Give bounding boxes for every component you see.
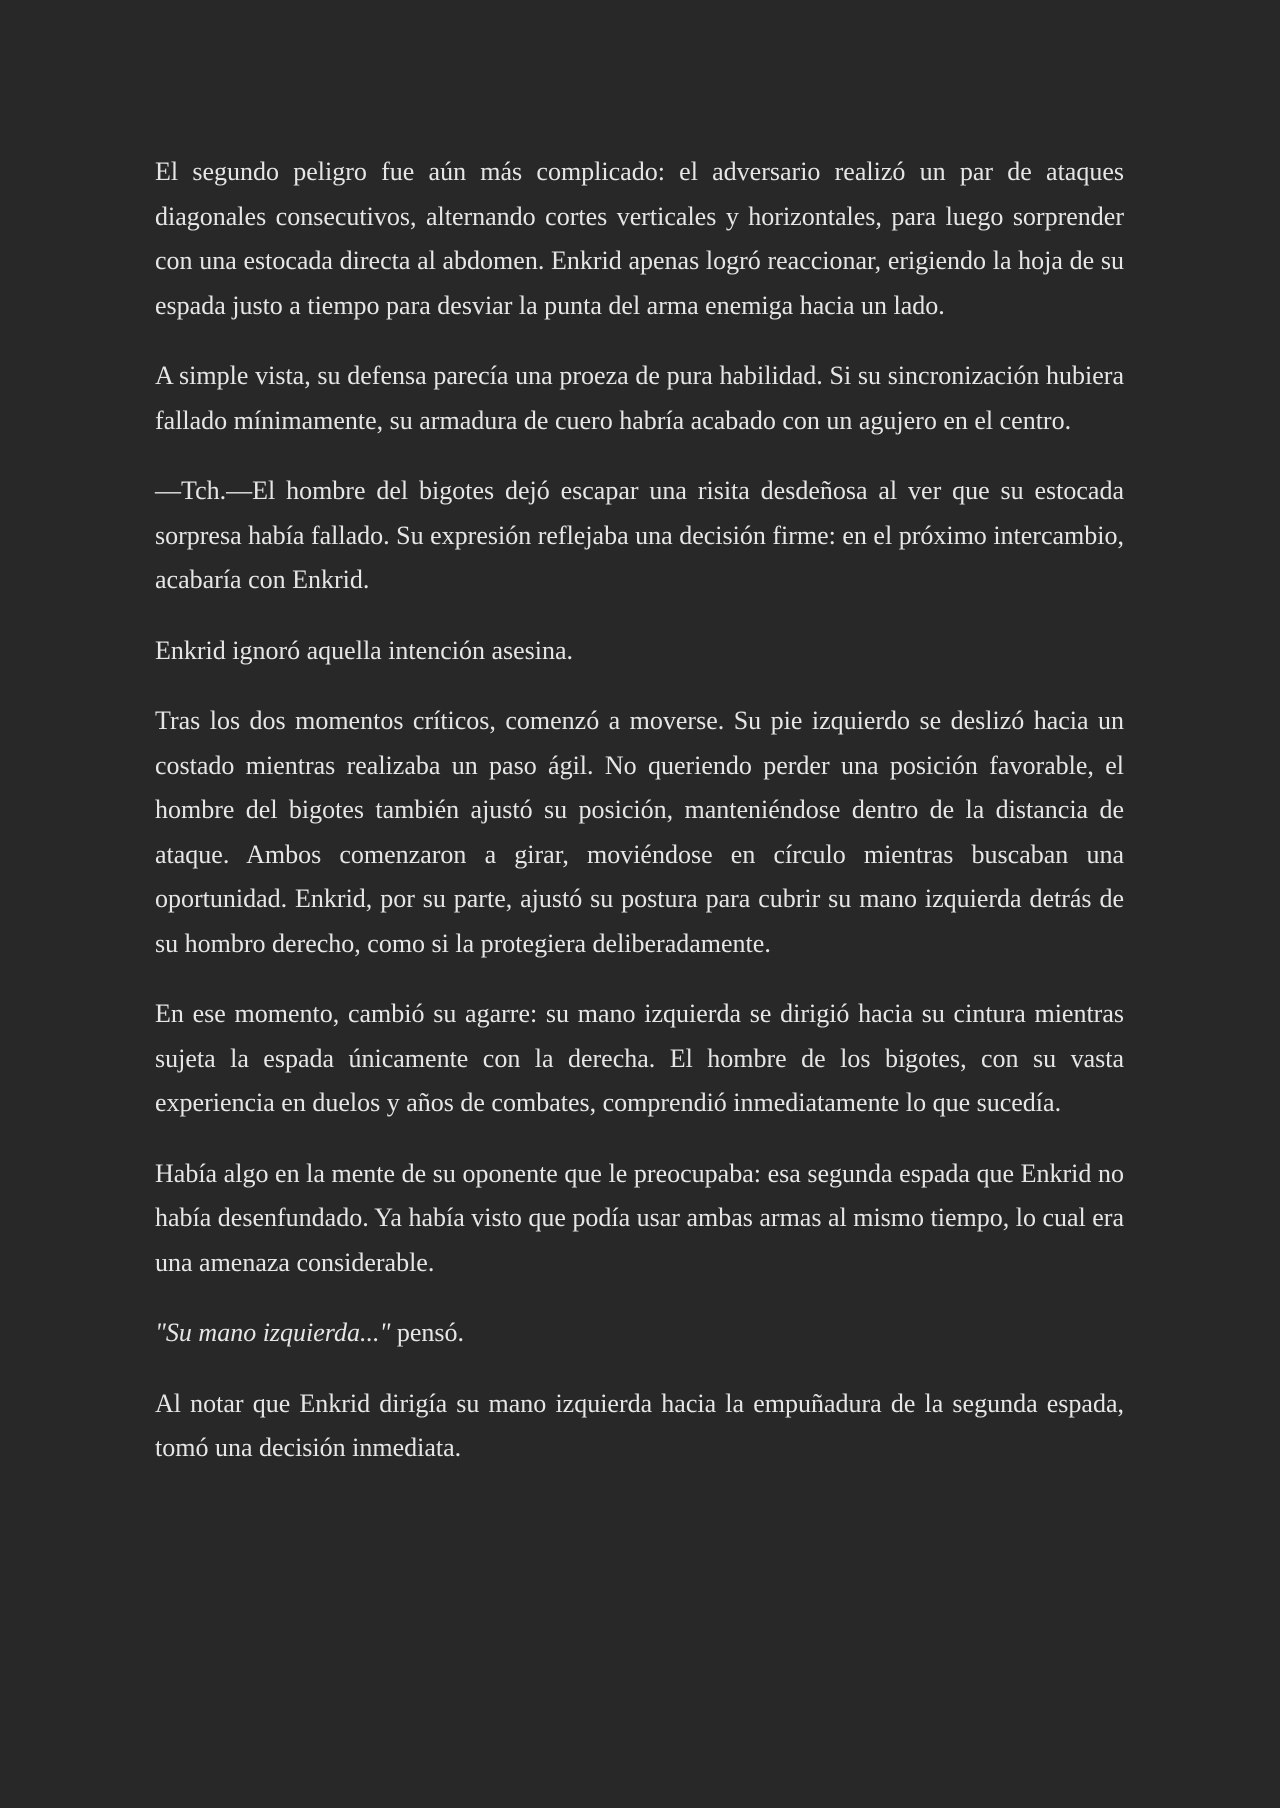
paragraph: —Tch.—El hombre del bigotes dejó escapar una risita desdeñosa al ver que su estocada sorpresa había fallado. Su expresión reflejaba una decisión firme: en el próximo intercambio, acabaría con Enkrid. [155, 476, 1124, 594]
thought-paragraph [155, 1311, 1124, 1356]
thought-rest: pensó. [390, 1318, 465, 1347]
paragraph: Tras los dos momentos críticos, comenzó a moverse. Su pie izquierdo se deslizó hacia un costado mientras realizaba un paso ágil. No queriendo perder una posición favorable, el hombre del bigotes también ajustó su posición, manteniéndose dentro de la distancia de ataque. Ambos comenzaron a girar, moviéndose en círculo mientras buscaban una oportunidad. Enkrid, por su parte, ajustó su postura para cubrir su mano izquierda detrás de su hombro derecho, como si la protegiera deliberadamente. [155, 706, 1124, 958]
thought-italic: "Su mano izquierda..." [155, 1318, 391, 1347]
paragraph: El segundo peligro fue aún más complicado: el adversario realizó un par de ataques diagonales consecutivos, alternando cortes verticales y horizontales, para luego sorprender con una estocada directa al abdomen. Enkrid apenas logró reaccionar, erigiendo la hoja de su espada justo a tiempo para desviar la punta del arma enemiga hacia un lado. [155, 157, 1124, 320]
paragraph: Había algo en la mente de su oponente que le preocupaba: esa segunda espada que Enkrid no había desenfundado. Ya había visto que podía usar ambas armas al mismo tiempo, lo cual era una amenaza considerable. [155, 1158, 1124, 1277]
paragraph: En ese momento, cambió su agarre: su mano izquierda se dirigió hacia su cintura mientras sujeta la espada únicamente con la derecha. El hombre de los bigotes, con su vasta experiencia en duelos y años de combates, comprendió inmediatamente lo que sucedía. [155, 999, 1124, 1117]
paragraph: Enkrid ignoró aquella intención asesina. [155, 635, 574, 665]
paragraph: A simple vista, su defensa parecía una proeza de pura habilidad. Si su sincronización hubiera fallado mínimamente, su armadura de cuero habría acabado con un agujero en el centro. [155, 361, 1124, 435]
paragraph: Al notar que Enkrid dirigía su mano izquierda hacia la empuñadura de la segunda espada, tomó una decisión inmediata. [155, 1388, 1124, 1462]
chapter-text [155, 150, 1124, 1497]
